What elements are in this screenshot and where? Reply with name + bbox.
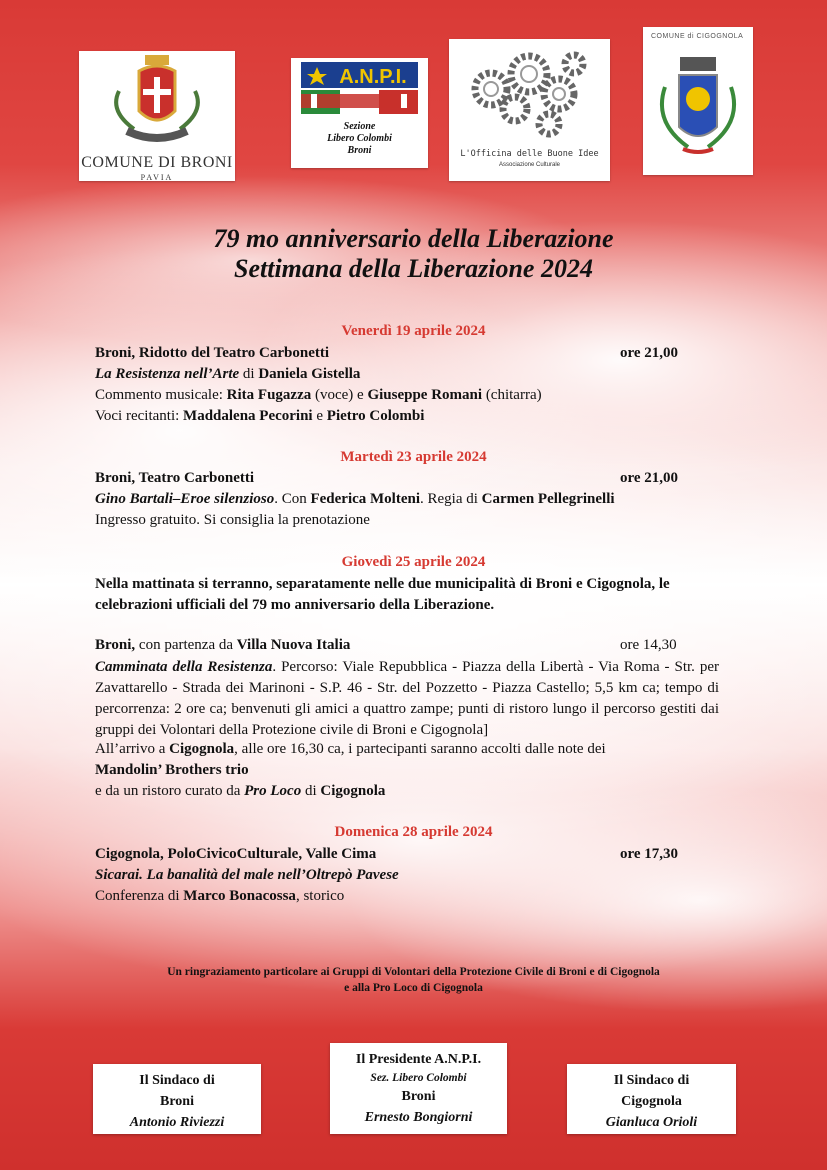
event3-intro-line2: celebrazioni ufficiali del 79 mo anniversario della Liberazione. (95, 597, 495, 613)
signature-presidente-anpi (330, 1043, 507, 1134)
gears-icon (449, 39, 610, 144)
broni-logo-caption: COMUNE DI BRONI (81, 154, 233, 171)
signature-name: Ernesto Bongiorni (364, 1110, 473, 1125)
signature-role: Il Sindaco di (613, 1073, 690, 1088)
signature-name: Antonio Riviezzi (129, 1115, 225, 1130)
event1-date: Venerdì 19 aprile 2024 (341, 323, 486, 339)
event2-time: ore 21,00 (620, 470, 679, 486)
main-title: 79 mo anniversario della Liberazione (213, 224, 614, 253)
event4-time: ore 17,30 (620, 846, 679, 862)
event3-food-line: e da un ristoro curato da Pro Loco di Cigognola (95, 783, 386, 799)
signature-town: Broni (401, 1089, 436, 1104)
signature-role: Il Sindaco di (139, 1073, 215, 1088)
event3-walk-description: Camminata della Resistenza. Percorso: Viale Repubblica - Piazza della Libertà - Via Roma - Str. per Zavattarello - Strada dei Marinoni - S.P. 46 - Str. del Pozzetto - Piazza Castello; 5,5 km ca; tempo di percorrenza: 2 ore ca; benvenuti gli amici a quattro zampe; punti di ristoro lungo il percorso gestiti dai gruppi dei Volontari della Protezione civile di Broni e Cigognola] (95, 659, 719, 738)
logo-anpi (291, 58, 428, 168)
event1-music-line: Commento musicale: Rita Fugazza (voce) e Giuseppe Romani (chitarra) (95, 387, 542, 403)
event3-time: ore 14,30 (620, 637, 677, 653)
cigognola-logo-caption: COMUNE di CIGOGNOLA (651, 33, 744, 40)
signature-section: Sez. Libero Colombi (370, 1072, 467, 1084)
signature-name: Gianluca Orioli (605, 1115, 698, 1130)
event1-place: Broni, Ridotto del Teatro Carbonetti (95, 345, 330, 361)
signature-sindaco-broni (93, 1064, 261, 1134)
event2-date: Martedì 23 aprile 2024 (340, 449, 487, 465)
event3-departure-line: Broni, con partenza da Villa Nuova Italia (95, 637, 351, 653)
event1-title-line: La Resistenza nell’Arte di Daniela Gistella (95, 366, 361, 382)
event3-arrival-line: All’arrivo a Cigognola, alle ore 16,30 ca, i partecipanti saranno accolti dalle note dei (95, 741, 606, 757)
event4-date: Domenica 28 aprile 2024 (334, 824, 493, 840)
event4-place: Cigognola, PoloCivicoCulturale, Valle Cima (95, 846, 377, 862)
anpi-logo-caption: Sezione Libero Colombi Broni (327, 121, 392, 156)
event3-date: Giovedì 25 aprile 2024 (341, 554, 486, 570)
event2-place: Broni, Teatro Carbonetti (95, 470, 255, 486)
event2-note: Ingresso gratuito. Si consiglia la prenotazione (95, 512, 370, 528)
event2-title-line: Gino Bartali–Eroe silenzioso. Con Federica Molteni. Regia di Carmen Pellegrinelli (95, 491, 615, 507)
event4-title: Sicarai. La banalità del male nell’Oltrepò Pavese (95, 867, 399, 883)
anpi-flag-icon (291, 58, 428, 118)
thanks-line1: Un ringraziamento particolare ai Gruppi di Volontari della Protezione Civile di Broni e di Cigognola (167, 966, 660, 978)
signature-role: Il Presidente A.N.P.I. (355, 1052, 482, 1067)
svg-text:A.N.P.I.: A.N.P.I. (339, 66, 407, 88)
logo-officina-buone-idee (449, 39, 610, 181)
broni-crest-icon (79, 51, 235, 151)
cigognola-crest-icon (643, 27, 753, 175)
thanks-line2: e alla Pro Loco di Cigognola (344, 982, 483, 994)
signature-town: Cigognola (621, 1094, 682, 1109)
event1-time: ore 21,00 (620, 345, 679, 361)
officina-logo-sub: Associazione Culturale (498, 162, 561, 168)
event4-talk-line: Conferenza di Marco Bonacossa, storico (95, 888, 345, 904)
officina-logo-caption: L'Officina delle Buone Idee (460, 149, 599, 159)
signature-town: Broni (160, 1094, 194, 1109)
logo-comune-cigognola (643, 27, 753, 175)
main-subtitle: Settimana della Liberazione 2024 (234, 254, 593, 283)
logo-comune-broni (79, 51, 235, 181)
signature-sindaco-cigognola (567, 1064, 736, 1134)
event3-intro-line1: Nella mattinata si terranno, separatamente nelle due municipalità di Broni e Cigognola, le (95, 576, 670, 592)
broni-logo-sub: PAVIA (140, 173, 174, 182)
event1-voices-line: Voci recitanti: Maddalena Pecorini e Pietro Colombi (95, 408, 425, 424)
event3-band: Mandolin’ Brothers trio (95, 762, 249, 778)
